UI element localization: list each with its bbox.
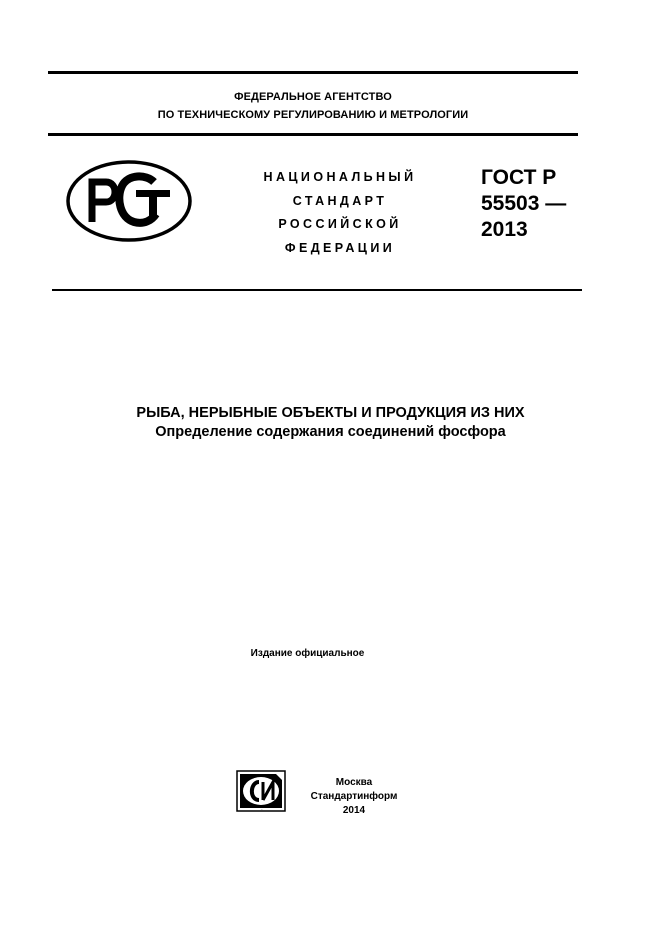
masthead-bottom-rule (52, 289, 582, 291)
document-title: РЫБА, НЕРЫБНЫЕ ОБЪЕКТЫ И ПРОДУКЦИЯ ИЗ НИХ (136, 405, 525, 421)
publisher-city: Москва (335, 777, 373, 788)
publisher-imprint (300, 776, 408, 818)
designation-line2: 55503 — (481, 192, 567, 215)
rst-emblem-icon (66, 160, 192, 242)
standard-type-line1: НАЦИОНАЛЬНЫЙ (263, 170, 417, 184)
publication-year: 2014 (342, 805, 366, 816)
rst-emblem-text: РСТ (129, 238, 131, 239)
standartinform-logo-icon (236, 770, 286, 812)
designation-line1: ГОСТ Р (481, 166, 557, 189)
standard-type-line2: СТАНДАРТ (292, 193, 388, 208)
publisher-name: Стандартинформ (310, 791, 398, 802)
top-rule (48, 71, 578, 74)
header-bottom-rule (48, 133, 578, 136)
standard-type-line4: ФЕДЕРАЦИИ (284, 240, 396, 255)
document-subtitle: Определение содержания соединений фосфора (155, 424, 506, 440)
agency-name-line2: ПО ТЕХНИЧЕСКОМУ РЕГУЛИРОВАНИЮ И МЕТРОЛОГИИ (157, 109, 469, 121)
designation-line3: 2013 (481, 218, 528, 241)
edition-label: Издание официальное (250, 648, 365, 659)
standartinform-logo-text: СИ (261, 810, 263, 811)
agency-name-line1: ФЕДЕРАЛЬНОЕ АГЕНТСТВО (234, 91, 392, 103)
standard-type-line3: РОССИЙСКОЙ (278, 217, 402, 231)
standard-designation (481, 165, 566, 243)
standard-type (222, 166, 458, 260)
